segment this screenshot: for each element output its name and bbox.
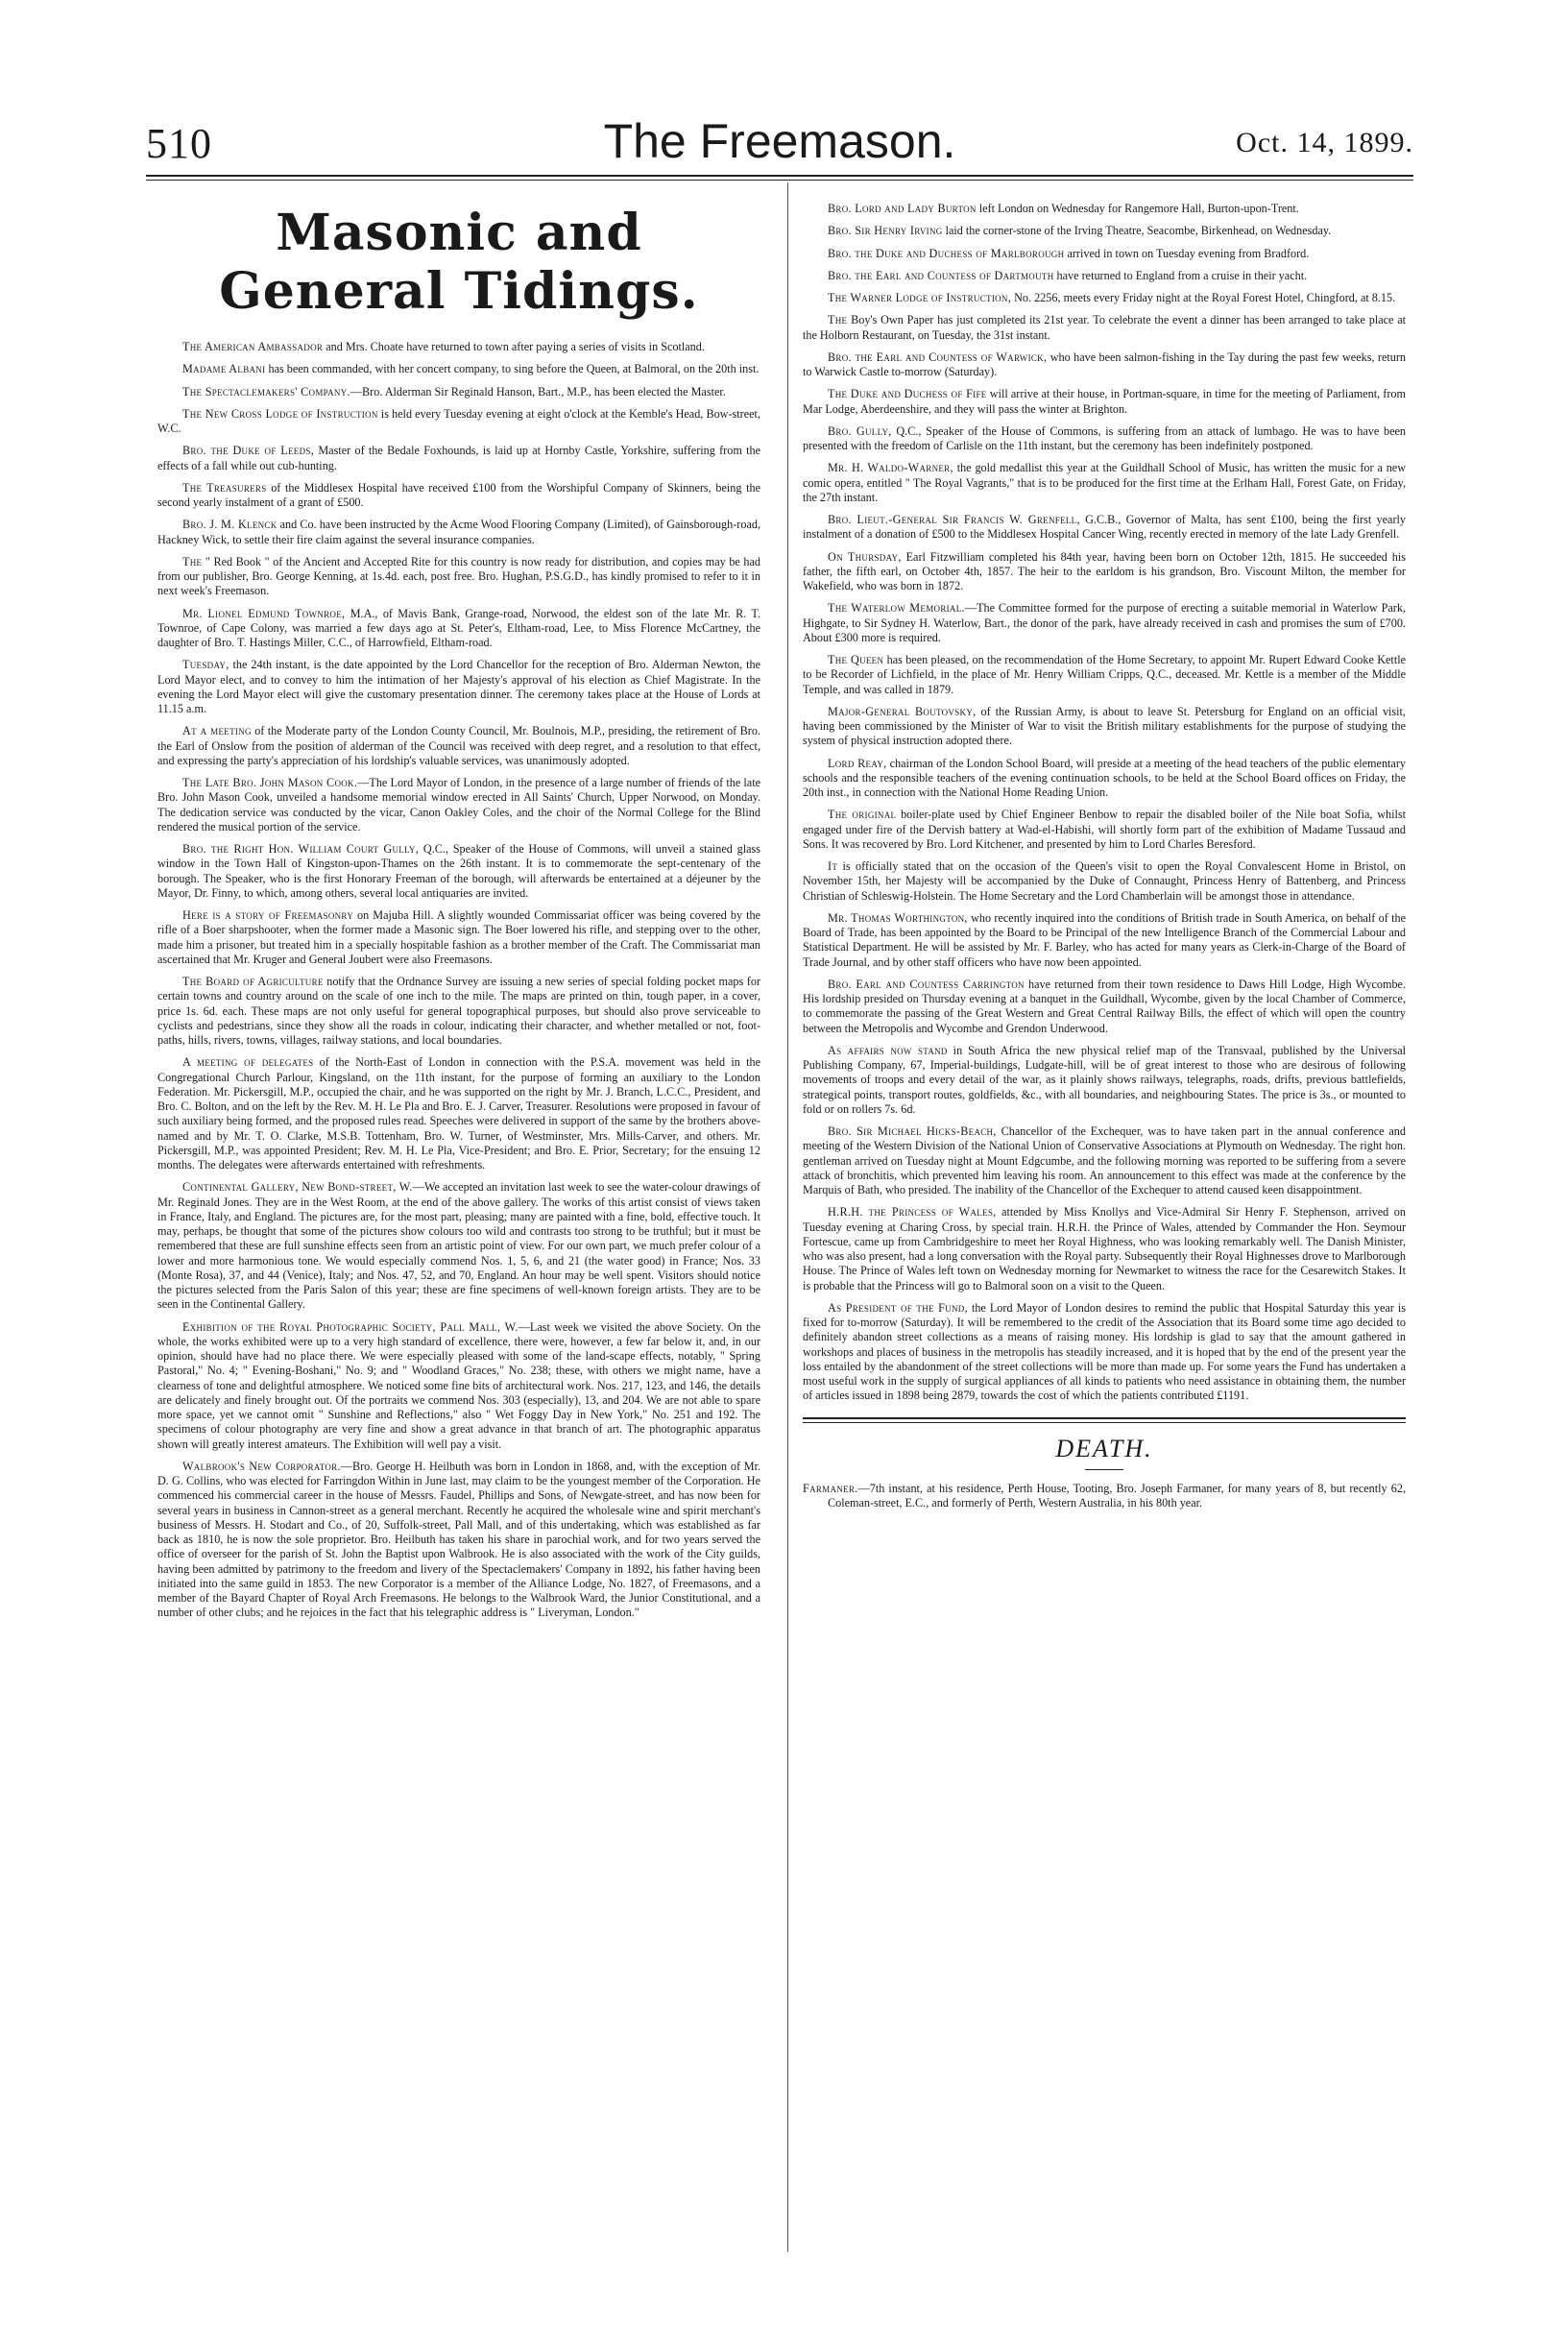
news-item-text: of the Middlesex Hospital have received £100 from the Worshipful Company of Skinners, being the second yearly instalment of a grant of £500. bbox=[157, 480, 760, 509]
news-item-lead: The New Cross Lodge of Instruction bbox=[182, 406, 378, 421]
death-notice-text: —7th instant, at his residence, Perth House, Tooting, Bro. Joseph Farmaner, for many years of 8, but recently 62, Coleman-street, E.C., and formerly of Perth, Western Australia, in his 80th year. bbox=[828, 1481, 1406, 1510]
news-item-text: will arrive at their house, in Portman-square, in time for the meeting of Parliament, from Mar Lodge, Aberdeenshire, and they will pass the winter at Brighton. bbox=[803, 387, 1407, 416]
news-item-lead: Bro. Sir Michael Hicks-Beach, bbox=[828, 1124, 997, 1138]
right-column-articles bbox=[803, 202, 1406, 1404]
news-item bbox=[157, 776, 760, 834]
news-item-lead: Bro. J. M. Klenck bbox=[182, 518, 277, 532]
news-item-lead: On Thursday, bbox=[828, 549, 902, 564]
news-item-lead: Madame Albani bbox=[182, 362, 266, 376]
news-item bbox=[157, 407, 760, 437]
news-item-lead: As President of the Fund, bbox=[828, 1300, 968, 1315]
news-item-text: Master of the Bedale Foxhounds, is laid up at Hornby Castle, Yorkshire, suffering from the effects of a fall while out cub-hunting. bbox=[157, 444, 760, 472]
news-item bbox=[157, 362, 760, 376]
news-item bbox=[157, 518, 760, 547]
news-item bbox=[157, 1320, 760, 1452]
news-item-text: Boy's Own Paper has just completed its 21st year. To celebrate the event a dinner has been arranged to take place at the Holborn Restaurant, on Tuesday, the 31st instant. bbox=[803, 313, 1406, 342]
news-item bbox=[803, 911, 1406, 970]
news-item-lead: The bbox=[828, 313, 848, 327]
news-item bbox=[157, 1055, 760, 1172]
news-item-text: and Mrs. Choate have returned to town after paying a series of visits in Scotland. bbox=[323, 340, 705, 353]
death-notice bbox=[803, 1482, 1406, 1512]
news-item bbox=[157, 555, 760, 599]
news-item-lead: Here is a story of Freemasonry bbox=[182, 908, 354, 922]
news-item-text: has been commanded, with her concert company, to sing before the Queen, at Balmoral, on the 20th inst. bbox=[265, 362, 760, 376]
news-item-lead: It bbox=[828, 859, 838, 873]
news-item-text: have returned from their town residence to Daws Hill Lodge, High Wycombe. His lordship presided on Thursday evening at a banquet in the Guildhall, Wycombe, given by the local Chamber of Commerce, to commemorate the passing of the Great Western and Great Central Railway Bills, the effect of which will open the country between the Metropolis and Wycombe and Grendon Underwood. bbox=[803, 977, 1407, 1035]
news-item bbox=[803, 202, 1406, 216]
news-item-lead: Bro. the Earl and Countess of Dartmouth bbox=[828, 268, 1054, 282]
news-item-text: on Majuba Hill. A slightly wounded Commissariat officer was being covered by the rifle of a Boer sharpshooter, when the former made a Masonic sign. The Boer lowered his rifle, and stepping over to the other, made him a prisoner, but treated him in a specially hospitable fashion as a brother member of the Craft. The Commissariat man ascertained that Mr. Kruger and General Joubert were also Freemasons. bbox=[157, 908, 760, 966]
section-heading: Masonic and General Tidings. bbox=[219, 204, 699, 321]
news-item-text: the Lord Mayor of London desires to remind the public that Hospital Saturday this year is fixed for to-morrow (Saturday). It will be remembered to the credit of the Association that its Board some time ago decided to definitely abandon street collections as a means of raising money. His lordship is glad to say that the amount gathered in workshops and places of business in the metropolis has steadily increased, and it is hoped that by the end of the present year the loss entailed by the abandonment of the street collections will be more than made up. For some years the Fund has undertaken a most useful work in the supply of surgical appliances of all kinds to patients who need assistance in obtaining them, the number of articles issued in 1898 being 2879, towards the cost of which the patients contributed £1191. bbox=[803, 1300, 1406, 1403]
news-item-text: —The Lord Mayor of London, in the presence of a large number of friends of the late Bro. John Mason Cook, unveiled a handsome memorial window erected in All Saints' Church, Upper Norwood, on Monday. The dedication service was conducted by the vicar, Canon Oakley Coles, and the choir of the Normal College for the Blind rendered the musical portion of the service. bbox=[157, 776, 760, 833]
news-item-lead: At a meeting bbox=[182, 724, 252, 738]
section-end-rule bbox=[803, 1417, 1406, 1423]
news-item-text: who recently inquired into the conditions of British trade in South America, on behalf of the Board of Trade, has been appointed by the Board to be Principal of the new Intelligence Branch of the Commercial Labour and Statistical Department. He will be assisted by Mr. F. Barley, who has acted for many years as Clerk-in-Charge of the Board of Trade Journal, and by other staff officers who have now been appointed. bbox=[803, 910, 1406, 969]
news-item bbox=[803, 224, 1406, 238]
newspaper-title: The Freemason. bbox=[603, 114, 956, 168]
news-item bbox=[803, 1301, 1406, 1404]
news-item-lead: Lord Reay, bbox=[828, 756, 887, 770]
news-item-text: No. 2256, meets every Friday night at the Royal Forest Hotel, Chingford, at 8.15. bbox=[1011, 291, 1396, 304]
news-item-lead: Bro. the Duke of Leeds, bbox=[182, 444, 315, 458]
news-item-text: —Bro. Alderman Sir Reginald Hanson, Bart., M.P., has been elected the Master. bbox=[350, 384, 726, 399]
news-item bbox=[803, 653, 1406, 697]
news-item-lead: Tuesday, bbox=[182, 658, 229, 672]
news-item bbox=[157, 481, 760, 511]
news-item-lead: The Treasurers bbox=[182, 480, 267, 495]
news-item bbox=[803, 978, 1406, 1036]
news-item-text: attended by Miss Knollys and Vice-Admiral Sir Henry F. Stephenson, arrived on Tuesday evening at Charing Cross, by special train. H.R.H. the Prince of Wales, attended by Commander the Hon. Seymour Fortescue, came up from Cambridgeshire to meet her Royal Highness, who was looking remarkably well. The Danish Minister, who was also present, had a long conversation with the Royal party. Subsequently their Royal Highnesses drove to Marlborough House. The Prince of Wales left town on Wednesday morning for Newmarket to witness the race for the Cesarewitch Stakes. It is probable that the Princess will go to Balmoral soon on a visit to the Queen. bbox=[803, 1205, 1406, 1292]
news-item-lead: H.R.H. the Princess of Wales, bbox=[828, 1205, 997, 1220]
news-item-lead: A meeting of delegates bbox=[182, 1055, 314, 1070]
news-item-text: left London on Wednesday for Rangemore Hall, Burton-upon-Trent. bbox=[976, 202, 1299, 215]
news-item-text: —Bro. George H. Heilbuth was born in London in 1868, and, with the exception of Mr. D. G. Collins, who was elected for Farringdon Within in June last, may claim to be the youngest member of the Corporation. He commenced his commercial career in the house of Messrs. Faudel, Phillips and Sons, of Newgate-street, and has now been for several years in business in Cannon-street as a general merchant. Recently he acquired the wholesale wine and spirit merchant's business of Messrs. H. Stodart and Co., of 20, Suffolk-street, Pall Mall, and of this undertaking, which was established as far back as 1810, he is now the sole proprietor. Bro. Heilbuth has taken his share in parochial work, and for two years served the office of overseer for the parish of St. John the Baptist upon Walbrook. He is also associated with the work of the City guilds, having been admitted by patrimony to the freedom and livery of the Spectaclemakers' Company in 1892, his father having been initiated into the same guild in 1853. The new Corporator is a member of the Alliance Lodge, No. 1827, of Freemasons, and a member of the Bayard Chapter of Royal Arch Freemasons. He belongs to the Walbrook Ward, the Junior Constitutional, and a number of other clubs; and he rejoices in the fact that his telegraphic address is " Liveryman, London." bbox=[157, 1459, 761, 1620]
news-item bbox=[803, 269, 1406, 283]
news-item-text: arrived in town on Tuesday evening from Bradford. bbox=[1064, 246, 1310, 260]
news-item-lead: The Late Bro. John Mason Cook. bbox=[182, 776, 358, 789]
news-item-text: laid the corner-stone of the Irving Theatre, Seacombe, Birkenhead, on Wednesday. bbox=[942, 224, 1332, 238]
news-item-text: —The Committee formed for the purpose of erecting a suitable memorial in Waterlow Park, Highgate, to Sir Sydney H. Waterlow, Bart., the donor of the park, have already received in cash and promises the sum of £700. About £300 more is required. bbox=[803, 601, 1407, 644]
news-item bbox=[157, 1460, 760, 1621]
news-item-lead: The bbox=[182, 554, 203, 568]
news-item-lead: Mr. H. Waldo-Warner, bbox=[828, 461, 953, 475]
news-item bbox=[157, 842, 760, 901]
news-item-text: of the North-East of London in connection with the P.S.A. movement was held in the Congregational Church Parlour, Kingsland, on the 11th instant, for the purpose of forming an auxiliary to the London Federation. Mr. Pickersgill, M.P., occupied the chair, and he was supported on the right by Mr. J. Branch, L.C.C., President, and Bro. C. Bolton, and on the left by the Rev. M. H. Le Pla and Bro. E. J. Carver, Treasurer. Resolutions were proposed in favour of such auxiliary being formed, and the proposed rules read. Speeches were delivered in support of the same by the brothers above-named and by Mr. T. O. Clarke, M.S.B. Tottenham, Bro. W. Turner, of Westminster, Mrs. Mills-Carver, and others. Mr. Pickersgill, M.P., was appointed President; Rev. M. H. Le Pla, Vice-President; and Bro. E. Prior, Secretary; for the ensuing 12 months. The delegates were afterwards entertained with refreshments. bbox=[157, 1055, 760, 1172]
news-item-text: is officially stated that on the occasion of the Queen's visit to open the Royal Convalescent Home in Bristol, on November 15th, her Majesty will be accompanied by the Duke of Connaught, Princess Henry of Battenberg, and Princess Christian of Schleswig-Holstein. The Home Secretary and the Lord Chamberlain will be amongst those in attendance. bbox=[803, 859, 1406, 903]
news-item-lead: Bro. the Earl and Countess of Warwick, bbox=[828, 350, 1048, 364]
news-item-lead: The original bbox=[828, 808, 897, 822]
news-item bbox=[803, 808, 1406, 852]
news-item-lead: The Waterlow Memorial. bbox=[828, 601, 965, 616]
news-item bbox=[157, 724, 760, 768]
news-item-text: who have been salmon-fishing in the Tay during the past few weeks, return to Warwick Castle to-morrow (Saturday). bbox=[803, 350, 1406, 378]
news-item bbox=[157, 908, 760, 967]
news-item bbox=[803, 550, 1406, 594]
news-item bbox=[803, 424, 1406, 454]
news-item bbox=[157, 658, 760, 716]
news-item-text: Q.C., Speaker of the House of Commons, is suffering from an attack of lumbago. He was to have been presented with the freedom of Carlisle on the 11th instant, but the ceremony has been indefinitely postponed. bbox=[803, 423, 1406, 452]
news-item-text: the 24th instant, is the date appointed by the Lord Chancellor for the reception of Bro. Alderman Newton, the Lord Mayor elect, and to convey to him the intimation of her Majesty's approval of his election as Chief Magistrate. In the evening the Lord Mayor elect will give the customary presentation dinner. The ceremony takes place at the House of Lords at 11.15 a.m. bbox=[157, 658, 760, 715]
news-item bbox=[803, 859, 1406, 904]
news-item bbox=[803, 1124, 1406, 1197]
news-item bbox=[803, 350, 1406, 380]
news-item bbox=[157, 607, 760, 651]
header-rule-thin bbox=[146, 180, 1413, 181]
news-item-lead: Major-General Boutovsky, bbox=[828, 704, 977, 718]
news-item-lead: Exhibition of the Royal Photographic Society, Pall Mall, W. bbox=[182, 1319, 519, 1334]
death-heading: DEATH. bbox=[1055, 1434, 1153, 1462]
news-item-text: Q.C., Speaker of the House of Commons, will unveil a stained glass window in the Town Hall of Kingston-upon-Thames on the 26th instant. It is to commemorate the sept-centenary of the borough. The Speaker, who is the first Honorary Freeman of the borough, will afterwards be entertained at a déjeuner by the Mayor, Dr. Finny, to which, among others, several local antiquaries are invited. bbox=[157, 842, 761, 900]
news-item-text: and Co. have been instructed by the Acme Wood Flooring Company (Limited), of Gainsborough-road, Hackney Wick, to settle their fire claim against the several insurance companies. bbox=[157, 518, 761, 546]
news-item-text: G.C.B., Governor of Malta, has sent £100, being the first yearly instalment of a donation of £500 to the Middlesex Hospital Cancer Wing, recently erected in memory of the late Lady Grenfell. bbox=[803, 513, 1406, 542]
right-column bbox=[803, 202, 1406, 1511]
news-item-lead: Mr. Lionel Edmund Townroe, bbox=[182, 606, 346, 620]
news-item-text: of the Moderate party of the London County Council, Mr. Boulnois, M.P., presiding, the retirement of Bro. the Earl of Onslow from the position of alderman of the Council was received with deep regret, and a resolution to that effect, and expressing the party's appreciation of his lordship's valuable services, was unanimously adopted. bbox=[157, 724, 761, 767]
news-item bbox=[157, 975, 760, 1048]
news-item-text: " Red Book " of the Ancient and Accepted Rite for this country is now ready for distribution, and copies may be had from our publisher, Bro. George Kenning, at 1s.4d. each, post free. Bro. Hughan, P.S.G.D., has kindly promised to refer to it in next week's Freemason. bbox=[157, 554, 760, 598]
news-item-text: Chancellor of the Exchequer, was to have taken part in the annual conference and meeting of the Western Division of the National Union of Conservative Associations at Plymouth on Wednesday. The right hon. gentleman arrived on Tuesday night at Mount Edgcumbe, and the following morning was reported to be suffering from a severe attack of bronchitis, which prevented him leaving his room. An announcement to this effect was made at the conference by the Marquis of Bath, who presided. The inability of the Chancellor of the Exchequer to attend caused keen disappointment. bbox=[803, 1124, 1406, 1196]
news-item bbox=[803, 513, 1406, 543]
death-rule bbox=[1085, 1469, 1123, 1470]
news-item-text: chairman of the London School Board, will preside at a meeting of the head teachers of the public elementary schools and the responsible teachers of the evening continuation schools, to be held at the School Board offices on Friday, the 20th inst., in connection with the National Home Reading Union. bbox=[803, 756, 1406, 799]
news-item-text: of the Russian Army, is about to leave St. Petersburg for England on an official visit, having been commissioned by the Minister of War to visit the British military establishments for the purpose of studying the system of physical instruction adopted there. bbox=[803, 704, 1406, 748]
news-item bbox=[803, 757, 1406, 801]
news-item-text: Earl Fitzwilliam completed his 84th year, having been born on October 12th, 1815. He succeeded his father, the fifth earl, on October 4th, 1857. The heir to the earldom is his grandson, Bro. Viscount Milton, the member for Wakefield, who was born in 1872. bbox=[803, 549, 1406, 592]
news-item-lead: Bro. the Duke and Duchess of Marlborough bbox=[828, 246, 1065, 260]
news-item-lead: The Warner Lodge of Instruction, bbox=[828, 291, 1012, 304]
news-item-lead: Bro. Sir Henry Irving bbox=[828, 224, 943, 238]
news-item-text: in South Africa the new physical relief map of the Transvaal, published by the Universal Publishing Company, 67, Imperial-buildings, Ludgate-hill, will be of great interest to those who are desirous of following movements of troops and every detail of the war, as it plainly shows railways, telegraphs, roads, drifts, previous battlefields, strategical points, transport routes, goldfields, &c., with all boundaries, and neighbouring States. The price is 3s., or mounted to fold or on rollers 7s. 6d. bbox=[803, 1043, 1406, 1116]
header-rule bbox=[146, 175, 1413, 177]
news-item bbox=[157, 385, 760, 399]
news-item-text: is held every Tuesday evening at eight o'clock at the Kemble's Head, Bow-street, W.C. bbox=[157, 406, 760, 435]
news-item-lead: The American Ambassador bbox=[182, 340, 324, 353]
column-divider bbox=[787, 182, 788, 2252]
news-item-lead: The Spectaclemakers' Company. bbox=[182, 384, 350, 399]
news-item-text: have returned to England from a cruise in their yacht. bbox=[1053, 268, 1308, 282]
news-item-text: notify that the Ordnance Survey are issuing a new series of special folding pocket maps for certain towns and country around on the scale of one inch to the mile. The maps are printed on thin, tough paper, in a cover, price 1s. 6d. each. These maps are not only useful for general topographical purposes, but should also prove serviceable to cyclists and pedestrians, since they show all the roads in colour, indicating their character, and whether metalled or not, foot-paths, hills, rivers, towns, villages, railway stations, and local boundaries. bbox=[157, 975, 761, 1047]
news-item bbox=[803, 705, 1406, 749]
news-item bbox=[157, 1180, 760, 1312]
news-item bbox=[157, 340, 760, 354]
news-item-lead: The Duke and Duchess of Fife bbox=[828, 387, 987, 401]
news-item-text: M.A., of Mavis Bank, Grange-road, Norwood, the eldest son of the late Mr. R. T. Townroe, of Cape Colony, was married a few days ago at St. Peter's, Eltham-road, Lee, to Miss Florence McCartney, the daughter of Bro. T. Hastings Miller, C.C., of Harrowfield, Eltham-road. bbox=[157, 606, 760, 649]
news-item-lead: The Board of Agriculture bbox=[182, 975, 324, 988]
news-item-lead: Bro. the Right Hon. William Court Gully, bbox=[182, 842, 420, 856]
news-item-lead: Bro. Gully, bbox=[828, 423, 892, 438]
news-item-lead: Bro. Lieut.-General Sir Francis W. Grenfell, bbox=[828, 513, 1080, 526]
news-item bbox=[803, 1205, 1406, 1293]
news-item bbox=[803, 1044, 1406, 1117]
news-item-lead: The Queen bbox=[828, 653, 884, 666]
news-item bbox=[157, 444, 760, 473]
news-item bbox=[803, 291, 1406, 305]
masthead bbox=[146, 113, 1413, 173]
news-item-lead: Walbrook's New Corporator. bbox=[182, 1459, 341, 1473]
death-notice-lead: Farmaner. bbox=[803, 1481, 858, 1495]
news-item bbox=[803, 313, 1406, 343]
news-item-lead: As affairs now stand bbox=[828, 1043, 948, 1057]
news-item-text: —Last week we visited the above Society. On the whole, the works exhibited were up to a very high standard of excellence, there were, however, a few far below it, and, in our opinion, should have had no place there. We were especially pleased with some of the land-scape effects, notably, " Spring Pastoral," No. 4; " Evening-Boshani," No. 9; and " Woodland Graces," No. 238; these, with others we might name, have a clearness of tone and delightful atmosphere. We noticed some fine bits of architectural work. Nos. 217, 123, and 146, the details are delicately and finely brought out. Of the portraits we commend Nos. 303 (especially), 13, and 204. We are not able to spare more space, yet we cannot omit " Sunshine and Reflections," also " Wet Foggy Day in New York," No. 251 and 192. The specimens of colour photography are very fine and show a great advance in that branch of art. The photographic apparatus shown will greatly interest amateurs. The Exhibition will well pay a visit. bbox=[157, 1319, 760, 1451]
left-column bbox=[157, 190, 760, 1629]
page-number: 510 bbox=[146, 120, 212, 167]
news-item-lead: Bro. Earl and Countess Carrington bbox=[828, 977, 1025, 991]
news-item bbox=[803, 461, 1406, 505]
issue-date: Oct. 14, 1899. bbox=[1236, 127, 1413, 158]
news-item bbox=[803, 387, 1406, 417]
news-item bbox=[803, 247, 1406, 261]
news-item-lead: Mr. Thomas Worthington, bbox=[828, 910, 968, 925]
news-item bbox=[803, 601, 1406, 645]
news-item-text: the gold medallist this year at the Guildhall School of Music, has written the music for a new comic opera, entitled " The Royal Vagrants," that is to be produced for the first time at the Erlham Hall, Forest Gate, on Friday, the 27th instant. bbox=[803, 461, 1406, 504]
news-item-text: boiler-plate used by Chief Engineer Benbow to repair the disabled boiler of the Nile boat Sofia, whilst engaged under fire of the Dervish battery at Wad-el-Habishi, will shortly form part of the exhibition of Madame Tussaud and Sons. It was recovered by Bro. Lord Kitchener, and presented by him to Lord Charles Beresford. bbox=[803, 808, 1406, 851]
news-item-lead: Continental Gallery, New Bond-street, W. bbox=[182, 1180, 413, 1195]
news-item-lead: Bro. Lord and Lady Burton bbox=[828, 202, 977, 215]
news-item-text: has been pleased, on the recommendation of the Home Secretary, to appoint Mr. Rupert Edward Cooke Kettle to be Recorder of Lichfield, in the place of Mr. Henry William Cripps, Q.C., deceased. Mr. Kettle is a member of the Middle Temple, and was called in 1879. bbox=[803, 653, 1406, 696]
news-item-text: —We accepted an invitation last week to see the water-colour drawings of Mr. Reginald Jones. They are in the West Room, at the end of the above gallery. The works of this artist consist of views taken in France, Italy, and England. The pictures are, for the most part, pleasing; many are painted with a fine, bold, effective touch. It may, perhaps, be thought that some of the pictures show colours too wild and contrasts too strong to be truthful; but it must be remembered that these are full sunshine effects seen from an artistic point of view. For our own part, we much prefer colour of a lower and more harmonious tone. We would especially commend Nos. 1, 5, 6, and 21 (the water good) in France; Nos. 33 (Monte Rosa), 37, and 44 (Venice), Italy; and Nos. 47, 52, and 70, England. An hour may be well spent. Visitors should notice the pictures selected from the Paris Salon of this year; these are fine specimens of well-known foreign artists. They are to be seen in the Continental Gallery. bbox=[157, 1180, 760, 1312]
